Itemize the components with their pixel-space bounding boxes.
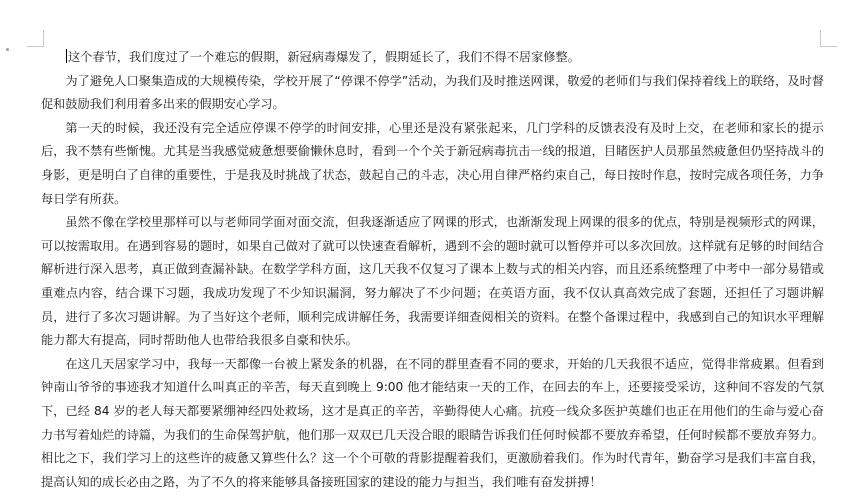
- paragraph-1-text: 这个春节，我们度过了一个难忘的假期，新冠病毒爆发了，假期延长了，我们不得不居家修整。: [68, 50, 580, 64]
- paragraph-4[interactable]: 虽然不像在学校里那样可以与老师同学面对面交流，但我逐渐适应了网课的形式，也渐渐发现上网课的很多的优点，特别是视频形式的网课，可以按需取用。在遇到容易的题时，如果自己做对了就可以快速查看解析，遇到不会的题时就可以暂停并可以多次回放。这样就有足够的时间结合解析进行深入思考，真正做到查漏补缺。在数学学科方面，这几天我不仅复习了课本上数与式的相关内容，而且还系统整理了中考中一部分易错或重难点内容，结合课下习题，我成功发现了不少知识漏洞，努力解决了不少问题；在英语方面，我不仅认真高效完成了套题，还担任了习题讲解员，进行了多次习题讲解。为了当好这个老师，顺利完成讲解任务，我需要详细查阅相关的资料。在整个备课过程中，我感到自己的知识水平理解能力都大有提高，同时帮助他人也带给我很多自豪和快乐。: [41, 215, 824, 348]
- margin-corner-mark-top-right: [820, 30, 837, 47]
- margin-dot-mark: [6, 48, 9, 51]
- margin-corner-mark-top-left: [27, 30, 44, 47]
- paragraph-3[interactable]: 第一天的时候，我还没有完全适应停课不停学的时间安排，心里还是没有紧张起来，几门学科的反馈表没有及时上交，在老师和家长的提示后，我不禁有些惭愧。尤其是当我感觉疲惫想要偷懒休息时，看到一个个关于新冠病毒抗击一线的报道，目睹医护人员那虽然疲惫但仍坚持战斗的身影，更是明白了自律的重要性，于是我及时挑战了状态，鼓起自己的斗志，决心用自律严格约束自己，每日按时作息，按时完成各项任务，力争每日学有所获。: [41, 120, 824, 206]
- paragraph-1[interactable]: [41, 46, 824, 70]
- paragraph-2[interactable]: 为了避免人口聚集造成的大规模传染，学校开展了“停课不停学”活动，为我们及时推送网课，敬爱的老师们与我们保持着线上的联络，及时督促和鼓励我们利用着多出来的假期安心学习。: [41, 73, 824, 112]
- text-cursor: [66, 49, 67, 63]
- document-body[interactable]: [41, 46, 824, 494]
- paragraph-5[interactable]: 在这几天居家学习中，我每一天都像一台被上紧发条的机器，在不同的群里查看不同的要求，开始的几天我很不适应，觉得非常疲累。但看到钟南山爷爷的事迹我才知道什么叫真正的辛苦，每天直到晚上 9:00 他才能结束一天的工作，在回去的车上，还要接受采访，这种间不容发的气氛下，已经 84 岁的老人每天都要紧绷神经四处救场，这才是真正的辛苦，辛勤得使人心痛。抗疫一线众多医护英雄们也正在用他们的生命与爱心奋力书写着灿烂的诗篇，为我们的生命保驾护航，他们那一双双已几天没合眼的眼睛告诉我们任何时候都不要放弃希望，任何时候都不要放弃努力。相比之下，我们学习上的这些许的疲惫又算些什么？这一个个可敬的背影提醒着我们，更激励着我们。作为时代青年，勤奋学习是我们丰富自我，提高认知的成长必由之路，为了不久的将来能够具备接班国家的建设的能力与担当，我们唯有奋发拼搏！: [41, 356, 824, 489]
